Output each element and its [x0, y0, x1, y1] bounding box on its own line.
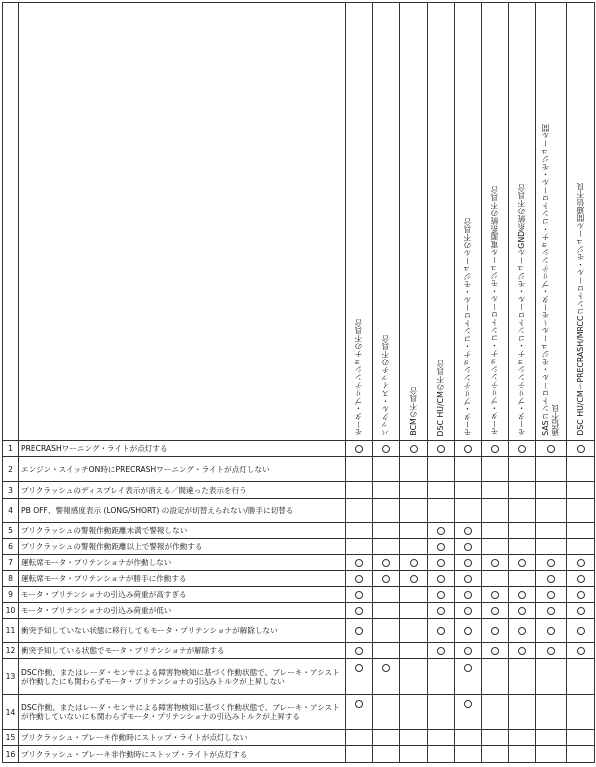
- mark-cell: [567, 571, 595, 587]
- symptom-text: PB OFF、警報感度表示 (LONG/SHORT) の設定が切替えられない/勝手に切替る: [19, 499, 346, 523]
- circle-mark-icon: [577, 445, 585, 453]
- mark-cell: [509, 643, 536, 659]
- circle-mark-icon: [547, 575, 555, 583]
- mark-cell: [455, 643, 482, 659]
- mark-cell: [567, 482, 595, 499]
- mark-cell: [482, 482, 509, 499]
- table-row: [3, 587, 595, 603]
- circle-mark-icon: [437, 527, 445, 535]
- row-number: 13: [3, 659, 19, 695]
- mark-cell: [346, 659, 373, 695]
- circle-mark-icon: [547, 591, 555, 599]
- row-number: 6: [3, 539, 19, 555]
- mark-cell: [400, 587, 428, 603]
- circle-mark-icon: [577, 559, 585, 567]
- column-header-6: [482, 3, 509, 441]
- mark-cell: [455, 499, 482, 523]
- mark-cell: [567, 603, 595, 619]
- mark-cell: [567, 730, 595, 746]
- mark-cell: [455, 603, 482, 619]
- mark-cell: [373, 457, 400, 482]
- circle-mark-icon: [518, 647, 526, 655]
- table-row: [3, 555, 595, 571]
- table-row: [3, 746, 595, 763]
- symptom-text: プリクラッシュ・ブレーキ非作動時にストップ・ライトが点灯する: [19, 746, 346, 763]
- circle-mark-icon: [491, 591, 499, 599]
- mark-cell: [509, 555, 536, 571]
- table-row: [3, 603, 595, 619]
- mark-cell: [346, 523, 373, 539]
- mark-cell: [536, 482, 567, 499]
- mark-cell: [455, 659, 482, 695]
- mark-cell: [400, 659, 428, 695]
- circle-mark-icon: [547, 607, 555, 615]
- circle-mark-icon: [437, 647, 445, 655]
- row-number: 12: [3, 643, 19, 659]
- mark-cell: [536, 499, 567, 523]
- symptom-text: エンジン・スイッチON時にPRECRASHワーニング・ライトが点灯しない: [19, 457, 346, 482]
- mark-cell: [400, 499, 428, 523]
- circle-mark-icon: [518, 559, 526, 567]
- column-header-label: DSC HU/CMの不具合: [436, 359, 445, 436]
- row-number: 15: [3, 730, 19, 746]
- mark-cell: [509, 587, 536, 603]
- column-header-label: BCMの不具合: [408, 387, 418, 436]
- circle-mark-icon: [464, 527, 472, 535]
- mark-cell: [482, 499, 509, 523]
- mark-cell: [482, 587, 509, 603]
- mark-cell: [455, 555, 482, 571]
- circle-mark-icon: [355, 700, 363, 708]
- mark-cell: [567, 619, 595, 643]
- circle-mark-icon: [410, 445, 418, 453]
- mark-cell: [428, 659, 455, 695]
- mark-cell: [455, 730, 482, 746]
- mark-cell: [428, 499, 455, 523]
- mark-cell: [428, 441, 455, 457]
- mark-cell: [482, 457, 509, 482]
- mark-cell: [373, 482, 400, 499]
- mark-cell: [536, 441, 567, 457]
- mark-cell: [509, 482, 536, 499]
- mark-cell: [373, 603, 400, 619]
- header-row: [3, 3, 595, 441]
- mark-cell: [455, 482, 482, 499]
- table-row: [3, 441, 595, 457]
- circle-mark-icon: [547, 445, 555, 453]
- mark-cell: [536, 730, 567, 746]
- row-number: 7: [3, 555, 19, 571]
- column-header-1: [346, 3, 373, 441]
- table-row: [3, 659, 595, 695]
- circle-mark-icon: [547, 627, 555, 635]
- mark-cell: [482, 619, 509, 643]
- mark-cell: [373, 619, 400, 643]
- mark-cell: [536, 587, 567, 603]
- mark-cell: [346, 457, 373, 482]
- table-row: [3, 539, 595, 555]
- mark-cell: [509, 695, 536, 730]
- circle-mark-icon: [491, 627, 499, 635]
- mark-cell: [509, 457, 536, 482]
- mark-cell: [400, 441, 428, 457]
- circle-mark-icon: [355, 647, 363, 655]
- column-header-3: [400, 3, 428, 441]
- mark-cell: [509, 441, 536, 457]
- mark-cell: [428, 523, 455, 539]
- symptom-text: 衝突予知していない状態に移行してもモータ・プリテンショナが解除しない: [19, 619, 346, 643]
- row-number: 9: [3, 587, 19, 603]
- circle-mark-icon: [437, 543, 445, 551]
- circle-mark-icon: [577, 627, 585, 635]
- row-number: 1: [3, 441, 19, 457]
- mark-cell: [536, 619, 567, 643]
- circle-mark-icon: [355, 445, 363, 453]
- symptom-cause-matrix: [2, 2, 595, 763]
- mark-cell: [346, 643, 373, 659]
- mark-cell: [428, 555, 455, 571]
- mark-cell: [536, 523, 567, 539]
- column-header-label: モータ・プリテンショナ・コントロール・モジュールの不具合: [463, 217, 472, 436]
- mark-cell: [509, 730, 536, 746]
- mark-cell: [346, 555, 373, 571]
- circle-mark-icon: [464, 607, 472, 615]
- mark-cell: [373, 746, 400, 763]
- mark-cell: [482, 695, 509, 730]
- mark-cell: [373, 571, 400, 587]
- circle-mark-icon: [518, 445, 526, 453]
- mark-cell: [400, 482, 428, 499]
- circle-mark-icon: [547, 647, 555, 655]
- mark-cell: [400, 571, 428, 587]
- mark-cell: [567, 523, 595, 539]
- mark-cell: [346, 695, 373, 730]
- circle-mark-icon: [437, 591, 445, 599]
- table-row: [3, 499, 595, 523]
- mark-cell: [567, 746, 595, 763]
- mark-cell: [509, 571, 536, 587]
- circle-mark-icon: [518, 607, 526, 615]
- row-number: 16: [3, 746, 19, 763]
- mark-cell: [400, 695, 428, 730]
- mark-cell: [346, 619, 373, 643]
- mark-cell: [509, 539, 536, 555]
- mark-cell: [428, 619, 455, 643]
- mark-cell: [536, 695, 567, 730]
- mark-cell: [428, 695, 455, 730]
- mark-cell: [455, 441, 482, 457]
- mark-cell: [373, 643, 400, 659]
- mark-cell: [373, 659, 400, 695]
- column-header-9: [567, 3, 595, 441]
- circle-mark-icon: [577, 607, 585, 615]
- mark-cell: [346, 587, 373, 603]
- mark-cell: [455, 695, 482, 730]
- mark-cell: [482, 659, 509, 695]
- column-header-8: [536, 3, 567, 441]
- circle-mark-icon: [437, 575, 445, 583]
- mark-cell: [536, 571, 567, 587]
- mark-cell: [536, 659, 567, 695]
- circle-mark-icon: [518, 591, 526, 599]
- row-number: 14: [3, 695, 19, 730]
- column-header-label: モータ・プリテンショナ・コントロール・モジュールGND系統の不具合: [517, 184, 526, 436]
- symptom-text: モータ・プリテンショナの引込み荷重が高すぎる: [19, 587, 346, 603]
- circle-mark-icon: [355, 559, 363, 567]
- circle-mark-icon: [437, 627, 445, 635]
- circle-mark-icon: [464, 664, 472, 672]
- circle-mark-icon: [464, 591, 472, 599]
- circle-mark-icon: [437, 445, 445, 453]
- mark-cell: [536, 457, 567, 482]
- mark-cell: [346, 603, 373, 619]
- column-header-label: SASコントロール・モジュール〜モータ・プリテンショナ・コントロール・モジュール間 通信不良: [541, 124, 560, 436]
- mark-cell: [373, 539, 400, 555]
- circle-mark-icon: [464, 559, 472, 567]
- mark-cell: [567, 695, 595, 730]
- table-row: [3, 730, 595, 746]
- column-header-5: [455, 3, 482, 441]
- column-header-label: DSC HU/CM〜PRECRASH/MRCCコントロール・モジュール間通信不良: [575, 183, 585, 436]
- mark-cell: [400, 523, 428, 539]
- mark-cell: [509, 746, 536, 763]
- mark-cell: [373, 730, 400, 746]
- circle-mark-icon: [410, 575, 418, 583]
- circle-mark-icon: [382, 664, 390, 672]
- mark-cell: [455, 571, 482, 587]
- table-row: [3, 523, 595, 539]
- circle-mark-icon: [518, 627, 526, 635]
- mark-cell: [509, 499, 536, 523]
- mark-cell: [536, 746, 567, 763]
- mark-cell: [373, 523, 400, 539]
- symptom-text: プリクラッシュ・ブレーキ作動時にストップ・ライトが点灯しない: [19, 730, 346, 746]
- column-header-7: [509, 3, 536, 441]
- mark-cell: [482, 571, 509, 587]
- header-corner-symptom: [19, 3, 346, 441]
- circle-mark-icon: [382, 575, 390, 583]
- mark-cell: [482, 643, 509, 659]
- mark-cell: [482, 603, 509, 619]
- matrix-body: [3, 441, 595, 763]
- mark-cell: [482, 539, 509, 555]
- mark-cell: [428, 571, 455, 587]
- symptom-text: 運転席モータ・プリテンショナが勝手に作動する: [19, 571, 346, 587]
- mark-cell: [400, 539, 428, 555]
- mark-cell: [400, 746, 428, 763]
- circle-mark-icon: [464, 700, 472, 708]
- mark-cell: [455, 523, 482, 539]
- column-header-4: [428, 3, 455, 441]
- mark-cell: [428, 539, 455, 555]
- mark-cell: [400, 730, 428, 746]
- mark-cell: [346, 539, 373, 555]
- mark-cell: [373, 555, 400, 571]
- mark-cell: [455, 539, 482, 555]
- mark-cell: [536, 603, 567, 619]
- table-row: [3, 643, 595, 659]
- mark-cell: [400, 603, 428, 619]
- symptom-text: 運転席モータ・プリテンショナが作動しない: [19, 555, 346, 571]
- symptom-text: 衝突予知している状態でモータ・プリテンショナが解除する: [19, 643, 346, 659]
- mark-cell: [482, 746, 509, 763]
- circle-mark-icon: [437, 607, 445, 615]
- mark-cell: [428, 482, 455, 499]
- mark-cell: [567, 643, 595, 659]
- mark-cell: [428, 643, 455, 659]
- mark-cell: [482, 523, 509, 539]
- mark-cell: [373, 587, 400, 603]
- row-number: 8: [3, 571, 19, 587]
- circle-mark-icon: [491, 559, 499, 567]
- row-number: 3: [3, 482, 19, 499]
- symptom-text: プリクラッシュの警報作動距離未満で警報しない: [19, 523, 346, 539]
- mark-cell: [482, 730, 509, 746]
- circle-mark-icon: [464, 575, 472, 583]
- mark-cell: [346, 499, 373, 523]
- mark-cell: [400, 619, 428, 643]
- mark-cell: [373, 695, 400, 730]
- mark-cell: [567, 659, 595, 695]
- circle-mark-icon: [437, 559, 445, 567]
- symptom-text: モータ・プリテンショナの引込み荷重が低い: [19, 603, 346, 619]
- symptom-text: プリクラッシュの警報作動距離以上で警報が作動する: [19, 539, 346, 555]
- mark-cell: [536, 643, 567, 659]
- circle-mark-icon: [577, 591, 585, 599]
- mark-cell: [428, 730, 455, 746]
- table-row: [3, 571, 595, 587]
- circle-mark-icon: [410, 559, 418, 567]
- mark-cell: [567, 539, 595, 555]
- row-number: 11: [3, 619, 19, 643]
- mark-cell: [509, 523, 536, 539]
- symptom-text: プリクラッシュのディスプレイ表示が消える／間違った表示を行う: [19, 482, 346, 499]
- row-number: 10: [3, 603, 19, 619]
- column-header-label: モータ・プリテンショナの不具合: [354, 319, 363, 436]
- circle-mark-icon: [464, 445, 472, 453]
- row-number: 5: [3, 523, 19, 539]
- mark-cell: [567, 555, 595, 571]
- mark-cell: [455, 587, 482, 603]
- symptom-text: DSC作動、またはレーダ・センサによる障害物検知に基づく作動状態で、ブレーキ・アシストが作動したにも関わらずモータ・プリテンショナの引込みトルクが上昇しない: [19, 659, 346, 695]
- mark-cell: [567, 457, 595, 482]
- mark-cell: [346, 746, 373, 763]
- mark-cell: [455, 746, 482, 763]
- table-row: [3, 619, 595, 643]
- mark-cell: [373, 441, 400, 457]
- mark-cell: [400, 555, 428, 571]
- mark-cell: [482, 555, 509, 571]
- row-number: 4: [3, 499, 19, 523]
- mark-cell: [455, 619, 482, 643]
- mark-cell: [346, 441, 373, 457]
- table-row: [3, 482, 595, 499]
- circle-mark-icon: [355, 591, 363, 599]
- column-header-label: モータ・プリテンショナ・コントロール・モジュール電源系統の不具合: [490, 186, 499, 436]
- mark-cell: [567, 587, 595, 603]
- column-header-2: [373, 3, 400, 441]
- mark-cell: [346, 571, 373, 587]
- mark-cell: [509, 659, 536, 695]
- mark-cell: [428, 603, 455, 619]
- mark-cell: [482, 441, 509, 457]
- circle-mark-icon: [577, 647, 585, 655]
- header-corner-no: [3, 3, 19, 441]
- mark-cell: [455, 457, 482, 482]
- circle-mark-icon: [491, 445, 499, 453]
- circle-mark-icon: [491, 647, 499, 655]
- column-header-label: バックル・スイッチの不具合: [381, 334, 390, 436]
- mark-cell: [509, 603, 536, 619]
- mark-cell: [428, 587, 455, 603]
- circle-mark-icon: [464, 627, 472, 635]
- circle-mark-icon: [355, 607, 363, 615]
- circle-mark-icon: [464, 543, 472, 551]
- mark-cell: [509, 619, 536, 643]
- circle-mark-icon: [464, 647, 472, 655]
- table-row: [3, 695, 595, 730]
- mark-cell: [567, 499, 595, 523]
- circle-mark-icon: [577, 575, 585, 583]
- mark-cell: [536, 539, 567, 555]
- circle-mark-icon: [355, 664, 363, 672]
- circle-mark-icon: [491, 607, 499, 615]
- mark-cell: [428, 457, 455, 482]
- symptom-text: DSC作動、またはレーダ・センサによる障害物検知に基づく作動状態で、ブレーキ・アシストが作動していないにも関わらずモータ・プリテンショナの引込みトルクが上昇する: [19, 695, 346, 730]
- circle-mark-icon: [382, 559, 390, 567]
- circle-mark-icon: [382, 445, 390, 453]
- mark-cell: [536, 555, 567, 571]
- symptom-text: PRECRASHワーニング・ライトが点灯する: [19, 441, 346, 457]
- mark-cell: [346, 482, 373, 499]
- mark-cell: [346, 730, 373, 746]
- row-number: 2: [3, 457, 19, 482]
- circle-mark-icon: [355, 627, 363, 635]
- mark-cell: [373, 499, 400, 523]
- circle-mark-icon: [547, 559, 555, 567]
- mark-cell: [400, 457, 428, 482]
- mark-cell: [428, 746, 455, 763]
- table-row: [3, 457, 595, 482]
- mark-cell: [400, 643, 428, 659]
- mark-cell: [567, 441, 595, 457]
- circle-mark-icon: [355, 575, 363, 583]
